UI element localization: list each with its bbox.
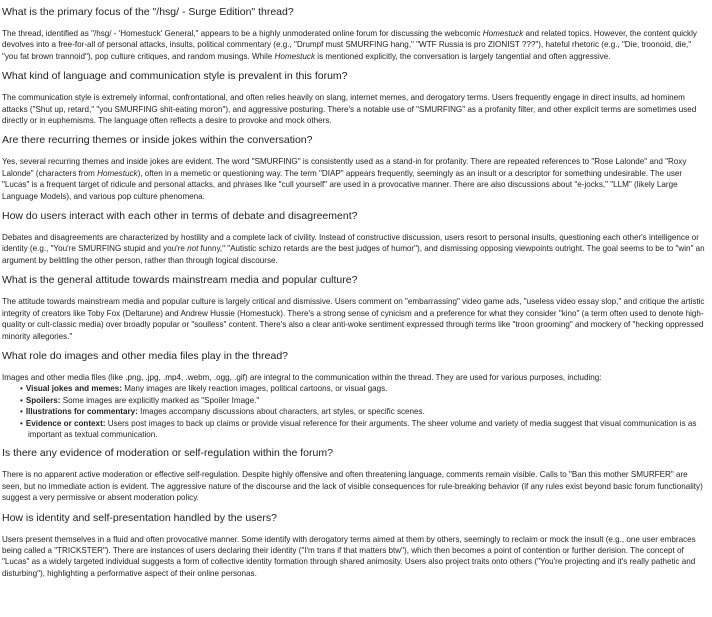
- answer-paragraph: The attitude towards mainstream media and popular culture is largely critical and dismissive. Users comment on "embarrassing" video game ads, "useless video essay slop," and critique the artistic integrity of creators like Toby Fox (Deltarune) and Andrew Hussie (Homestuck). There's a strong sense of cynicism and a preference for what they consider "kino" (a term often used to denote high-quality or cult-classic media) over broadly popular or "soulless" content. There's also a clear anti-woke sentiment expressed through terms like "troon grooming" and mockery of "hecking oppressed minority allegories.": [2, 297, 705, 341]
- answer-paragraph: Users present themselves in a fluid and often provocative manner. Some identify with derogatory terms aimed at them by others, seemingly to reclaim or mock the insult (e.g., one user embraces being called a "TRICKSTER"). There are instances of users declaring their identity ("I'm trans if that matters btw"), which then becomes a point of contention or further derision. The concept of "Lucas" as a widely targeted individual suggests a form of collective identity formation through shared animosity. Users also project traits onto others ("You're projecting and it's really pathetic and disturbing"), highlighting a performative aspect of their online personas.: [2, 534, 696, 578]
- question-heading: How is identity and self-presentation handled by the users?: [2, 511, 277, 524]
- question-heading: What kind of language and communication style is prevalent in this forum?: [2, 70, 348, 83]
- question-heading: What is the general attitude towards mainstream media and popular culture?: [2, 274, 358, 287]
- emphasis-text: Homestuck: [274, 51, 316, 61]
- answer-paragraph: Yes, several recurring themes and inside jokes are evident. The word "SMURFING" is consistently used as a stand-in for profanity. There are repeated references to "Rose Lalonde" and "Roxy Lalonde" (characters from Homestuck), often in a memetic or questioning way. The term "DIAP" appears frequently, seemingly as an insult or a descriptor for something undesirable. The user "Lucas" is a frequent target of ridicule and personal attacks, and phrases like "cull yourself" are used in a provocative manner. There are also discussions about "e-jocks," "LLM" (likely Large Language Models), and various pop culture phenomena.: [2, 157, 687, 201]
- list-item: • Illustrations for commentary: Images accompany discussions about characters, art styles, or specific scenes.: [20, 406, 706, 417]
- question-heading: How do users interact with each other in terms of debate and disagreement?: [2, 210, 358, 223]
- emphasis-text: Homestuck: [482, 29, 524, 38]
- question-heading: Is there any evidence of moderation or self-regulation within the forum?: [2, 447, 333, 460]
- bullet-list: [2, 383, 706, 440]
- answer-paragraph: There is no apparent active moderation or effective self-regulation. Despite highly offensive and often threatening language, comments remain visible. Calls to "Ban this mother SMURFER" are seen, but no immediate action is evident. The aggressive nature of the discourse and the lack of visible consequences for rule-breaking behavior (if any rules exist beyond basic forum functionality) suggest a very permissive or absent moderation policy.: [2, 470, 703, 503]
- answer-paragraph: The communication style is extremely informal, confrontational, and often relies heavily on slang, internet memes, and derogatory terms. Users frequently engage in direct insults, ad hominem attacks ("Shut up, retard," "you SMURFING shit-eating moron"), and aggressive posturing. There's a notable use of "SMURFING" as a profanity filter, and other explicit terms are sometimes used directly or in euphemisms. The language often reflects a desire to provoke and mock others.: [2, 93, 697, 126]
- answer-paragraph: Debates and disagreements are characterized by hostility and a complete lack of civility. Instead of constructive discussion, users resort to personal insults, questioning each other's intelligence or identity (e.g., "You're SMURFING stupid and you're not funny," "Autistic schizo retards are the best judges of humor"), and dismissing opposing viewpoints outright. The goal seems to be to "win" an argument by belittling the other person, rather than through logical discourse.: [2, 233, 705, 265]
- bullet-label: Evidence or context:: [25, 418, 106, 428]
- emphasis-text: not: [187, 244, 199, 254]
- question-heading: What is the primary focus of the "/hsg/ - Surge Edition" thread?: [2, 6, 294, 18]
- bullet-label: Illustrations for commentary:: [25, 407, 138, 417]
- answer-paragraph: Images and other media files (like .png, .jpg, .mp4, .webm, .ogg, .gif) are integral to the communication within the thread. They are used for various purposes, including:: [2, 372, 602, 382]
- bullet-label: Spoilers:: [25, 395, 61, 405]
- question-heading: What role do images and other media files play in the thread?: [2, 349, 288, 362]
- list-item: • Spoilers: Some images are explicitly marked as "Spoiler Image.": [20, 395, 706, 406]
- answer-paragraph: The thread, identified as "/hsg/ - 'Homestuck' General," appears to be a highly unmoderated online forum for discussing the webcomic Homestuck and related topics. However, the content quickly devolves into a free-for-all of personal attacks, insults, political commentary (e.g., "Drumpf must SMURFING hang," "WTF Russia is pro ZIONIST ???"), hateful rhetoric (e.g., "Die, troonoid, die," "you fat brown trannoid"), pop culture critiques, and random musings. While Homestuck is mentioned explicitly, the conversation is largely tangential and often aggressive.: [2, 29, 697, 61]
- list-item: • Evidence or context: Users post images to back up claims or provide visual reference for their arguments. The sheer volume and variety of media suggest that visual communication is as important as textual communication.: [20, 418, 706, 441]
- list-item: • Visual jokes and memes: Many images are likely reaction images, political cartoons, or visual gags.: [20, 383, 706, 394]
- question-heading: Are there recurring themes or inside jokes within the conversation?: [2, 134, 313, 147]
- emphasis-text: Homestuck: [97, 168, 138, 178]
- bullet-label: Visual jokes and memes:: [25, 384, 122, 394]
